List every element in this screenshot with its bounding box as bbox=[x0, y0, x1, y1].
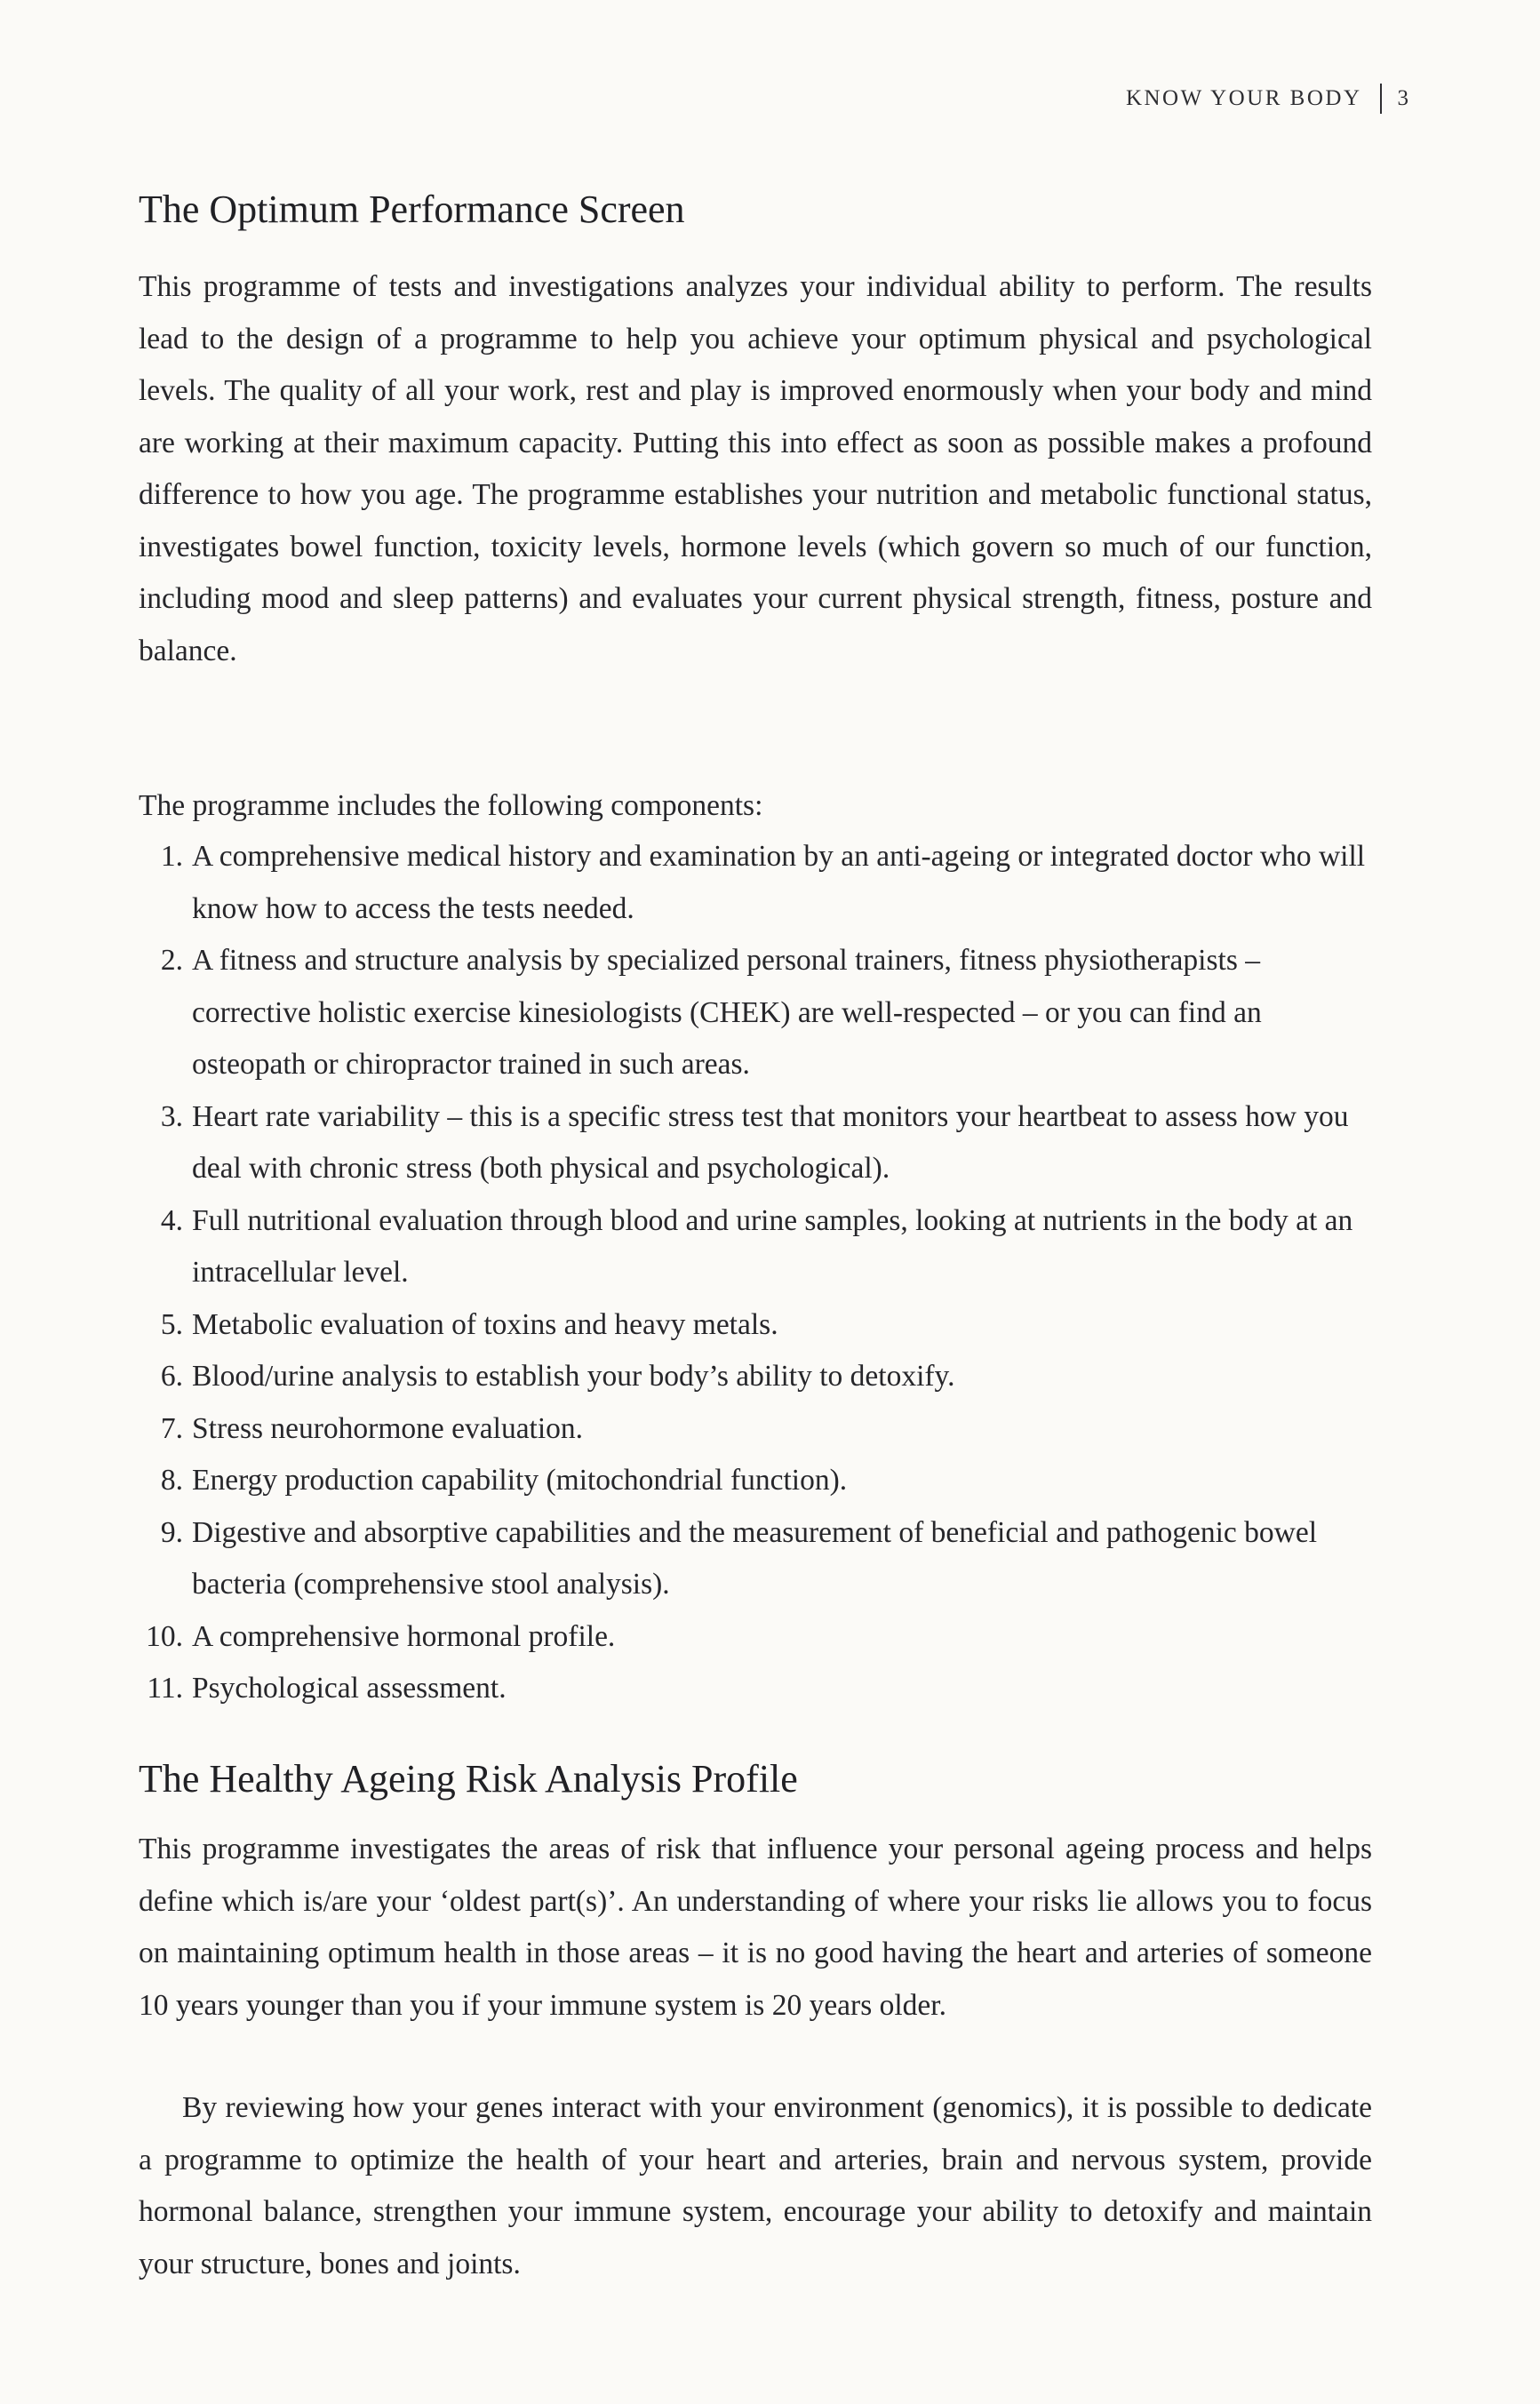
risk-analysis-paragraph-2: By reviewing how your genes interact with your environment (genomics), it is possible to dedicate a programme to optimize the health of your heart and arteries, brain and nervous system, provide hormonal balance, strengthen your immune system, encourage your ability to detoxify and maintain your structure, bones and joints. bbox=[139, 2091, 1372, 2280]
list-item bbox=[139, 1611, 1372, 1664]
running-head bbox=[1126, 84, 1408, 114]
section-heading-optimum-performance: The Optimum Performance Screen bbox=[139, 188, 685, 231]
list-item bbox=[139, 1091, 1372, 1195]
risk-analysis-paragraph-1: This programme investigates the areas of risk that influence your personal ageing process and helps define which is/are your ‘oldest part(s)’. An understanding of where your risks lie allows you to focus on maintaining optimum health in those areas – it is no good having the heart and arteries of someone 10 years younger than you if your immune system is 20 years older. bbox=[139, 1833, 1372, 2022]
components-intro: The programme includes the following components: bbox=[139, 789, 763, 822]
list-item bbox=[139, 1507, 1372, 1611]
running-head-title: KNOW YOUR BODY bbox=[1125, 86, 1362, 110]
list-item bbox=[139, 1351, 1372, 1403]
list-item-text: A fitness and structure analysis by specialized personal trainers, fitness physiotherapists – corrective holistic exercise kinesiologists (CHEK) are well-respected – or you can find an osteopath or chiropractor trained in such areas. bbox=[192, 944, 1262, 1081]
components-list bbox=[139, 831, 1372, 1715]
list-item-number: 4. bbox=[160, 1203, 183, 1237]
optimum-performance-paragraph: This programme of tests and investigations analyzes your individual ability to perform. The results lead to the design of a programme to help you achieve your optimum physical and psychological levels. The quality of all your work, rest and play is improved enormously when your body and mind are working at their maximum capacity. Putting this into effect as soon as possible makes a profound difference to how you age. The programme establishes your nutrition and metabolic functional status, investigates bowel function, toxicity levels, hormone levels (which govern so much of our function, including mood and sleep patterns) and evaluates your current physical strength, fitness, posture and balance. bbox=[139, 270, 1372, 667]
list-item-text: Digestive and absorptive capabilities and the measurement of beneficial and pathogenic bowel bacteria (comprehensive stool analysis). bbox=[192, 1515, 1318, 1601]
list-item bbox=[139, 1663, 1372, 1715]
list-item-number: 8. bbox=[160, 1464, 183, 1497]
list-item bbox=[139, 1195, 1372, 1299]
list-item-number: 5. bbox=[160, 1307, 183, 1341]
list-item-number: 6. bbox=[160, 1360, 183, 1393]
section-heading-risk-analysis: The Healthy Ageing Risk Analysis Profile bbox=[139, 1757, 798, 1801]
list-item-number: 3. bbox=[160, 1099, 183, 1133]
list-item bbox=[139, 831, 1372, 935]
list-item-text: Full nutritional evaluation through blood and urine samples, looking at nutrients in the body at an intracellular level. bbox=[192, 1203, 1353, 1289]
list-item-text: A comprehensive hormonal profile. bbox=[192, 1619, 616, 1653]
list-item-text: Heart rate variability – this is a specific stress test that monitors your heartbeat to assess how you deal with chronic stress (both physical and psychological). bbox=[192, 1099, 1349, 1185]
list-item-number: 11. bbox=[147, 1672, 183, 1705]
list-item-text: Metabolic evaluation of toxins and heavy metals. bbox=[192, 1307, 778, 1341]
list-item-number: 1. bbox=[160, 840, 183, 873]
list-item-text: Psychological assessment. bbox=[192, 1672, 507, 1705]
list-item-number: 10. bbox=[146, 1619, 183, 1653]
list-item-number: 2. bbox=[160, 944, 183, 977]
list-item-text: A comprehensive medical history and examination by an anti-ageing or integrated doctor who will know how to access the tests needed. bbox=[192, 840, 1366, 925]
list-item bbox=[139, 1455, 1372, 1507]
list-item bbox=[139, 1403, 1372, 1456]
list-item-text: Energy production capability (mitochondrial function). bbox=[192, 1464, 848, 1497]
running-head-divider bbox=[1380, 84, 1382, 114]
list-item-text: Blood/urine analysis to establish your body’s ability to detoxify. bbox=[192, 1360, 955, 1393]
list-item-text: Stress neurohormone evaluation. bbox=[192, 1411, 584, 1445]
list-item-number: 9. bbox=[160, 1515, 183, 1549]
list-item bbox=[139, 1299, 1372, 1352]
list-item-number: 7. bbox=[160, 1411, 183, 1445]
page-number: 3 bbox=[1397, 86, 1408, 110]
list-item bbox=[139, 935, 1372, 1091]
